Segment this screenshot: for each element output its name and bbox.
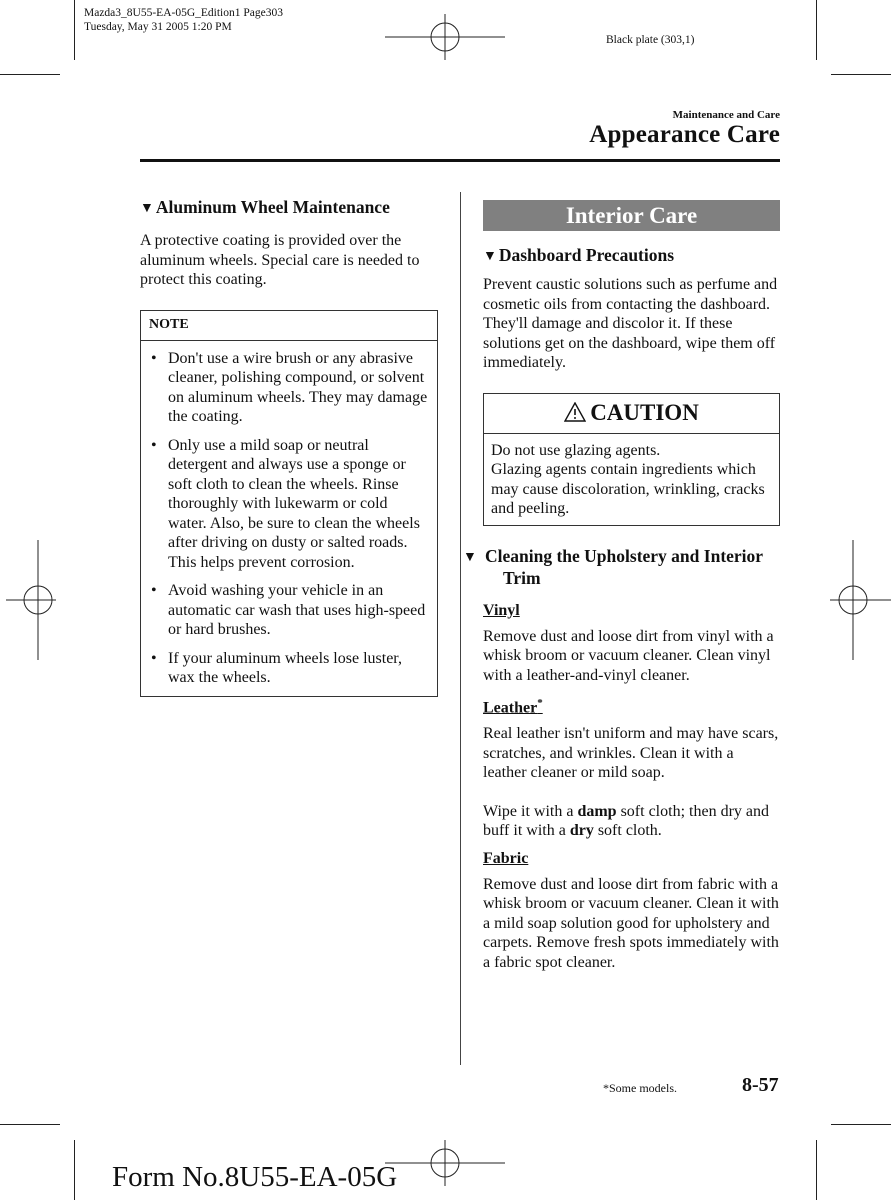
wipe-text-part: Wipe it with a xyxy=(483,802,578,820)
note-item-text: If your aluminum wheels lose luster, wax the wheels. xyxy=(168,649,402,686)
fabric-text: Remove dust and loose dirt from fabric with a whisk broom or vacuum cleaner. Clean it with a mild soap solution good for upholstery and carpets. Remove fresh spots immediately with a fabric spot cleaner. xyxy=(483,875,779,971)
caution-header xyxy=(484,394,779,434)
right-column xyxy=(463,200,780,972)
note-box xyxy=(140,310,438,697)
wipe-text-bold: damp xyxy=(577,802,617,820)
wipe-text-part: soft cloth. xyxy=(593,822,662,840)
note-item xyxy=(149,649,429,688)
crop-mark xyxy=(0,74,60,75)
dashboard-heading xyxy=(483,245,780,267)
caution-line: Do not use glazing agents. xyxy=(491,441,661,459)
upholstery-heading: ▼ Cleaning the Upholstery and Interior Trim xyxy=(463,545,763,588)
note-item-text: Avoid washing your vehicle in an automatic car wash that uses high-speed or hard brushes. xyxy=(168,582,426,638)
caution-box xyxy=(483,393,780,526)
registration-mark-icon xyxy=(385,14,505,60)
caution-line: Glazing agents contain ingredients which may cause discoloration, wrinkling, cracks and peeling. xyxy=(491,461,765,517)
print-header-date: Tuesday, May 31 2005 1:20 PM xyxy=(84,21,232,33)
caution-body xyxy=(484,434,779,525)
caution-title: CAUTION xyxy=(590,399,699,425)
footnote: *Some models. xyxy=(603,1081,677,1095)
note-item xyxy=(149,581,429,640)
form-number: Form No.8U55-EA-05G xyxy=(112,1161,398,1193)
vinyl-text: Remove dust and loose dirt from vinyl with a whisk broom or vacuum cleaner. Clean vinyl with a leather-and-vinyl cleaner. xyxy=(483,627,774,684)
column-divider xyxy=(460,192,461,1065)
wipe-text-part: soft cloth; then dry and buff it with a xyxy=(483,802,769,840)
crop-mark xyxy=(74,1140,75,1200)
crop-mark xyxy=(0,1124,60,1125)
bullet-icon: • xyxy=(151,582,157,599)
leather-subhead-text: Leather xyxy=(483,699,538,717)
vinyl-subhead: Vinyl xyxy=(483,601,520,619)
fabric-subhead: Fabric xyxy=(483,849,529,867)
aluminum-wheel-heading-text: Aluminum Wheel Maintenance xyxy=(155,197,390,217)
crop-mark xyxy=(74,0,75,60)
triangle-down-icon: ▼ xyxy=(483,249,497,264)
crop-mark xyxy=(831,1124,891,1125)
aluminum-wheel-intro: A protective coating is provided over the aluminum wheels. Special care is needed to protect this coating. xyxy=(140,232,420,288)
title-rule xyxy=(140,159,780,162)
note-item-text: Don't use a wire brush or any abrasive cleaner, polishing compound, or solvent on aluminum wheels. They may damage the coating. xyxy=(168,349,428,425)
page-title: Appearance Care xyxy=(589,121,780,148)
left-column xyxy=(140,197,438,697)
note-item xyxy=(149,436,429,573)
plate-label: Black plate (303,1) xyxy=(606,34,695,46)
note-title: NOTE xyxy=(141,311,437,341)
crop-mark xyxy=(816,0,817,60)
warning-triangle-icon xyxy=(564,402,586,422)
interior-care-banner: Interior Care xyxy=(483,200,780,231)
bullet-icon: • xyxy=(151,349,157,367)
triangle-down-icon: ▼ xyxy=(140,201,154,216)
leather-text: Real leather isn't uniform and may have scars, scratches, and wrinkles. Clean it with a leather cleaner or mild soap. xyxy=(483,725,779,782)
aluminum-wheel-heading xyxy=(140,197,438,219)
wipe-text-bold: dry xyxy=(569,822,594,840)
crop-mark xyxy=(816,1140,817,1200)
upholstery-heading-text: Cleaning the Upholstery and Interior Trim xyxy=(485,545,763,588)
dashboard-text: Prevent caustic solutions such as perfume and cosmetic oils from contacting the dashboard. They'll damage and discolor it. If these solutions get on the dashboard, wipe them off immediately. xyxy=(483,276,778,371)
bullet-icon: • xyxy=(151,649,157,667)
note-item xyxy=(149,349,429,427)
registration-mark-icon xyxy=(385,1140,505,1186)
leather-wipe-text xyxy=(483,802,780,841)
leather-subhead xyxy=(483,693,780,718)
print-header-file: Mazda3_8U55-EA-05G_Edition1 Page303 xyxy=(84,7,283,19)
registration-mark-icon xyxy=(830,540,891,660)
page-number: 8-57 xyxy=(742,1074,779,1096)
dashboard-heading-text: Dashboard Precautions xyxy=(498,245,675,265)
bullet-icon: • xyxy=(151,436,157,454)
note-item-text: Only use a mild soap or neutral detergent and always use a sponge or soft cloth to clean the wheels. Rinse thoroughly with lukewarm or cold water. Also, be sure to clean the wheels after driving on dusty or salted roads. This helps prevent corrosion. xyxy=(168,436,420,571)
crop-mark xyxy=(831,74,891,75)
section-label: Maintenance and Care xyxy=(672,109,780,121)
note-list xyxy=(141,341,437,696)
print-header xyxy=(84,6,283,34)
registration-mark-icon xyxy=(6,540,56,660)
some-models-mark: * xyxy=(537,697,543,709)
